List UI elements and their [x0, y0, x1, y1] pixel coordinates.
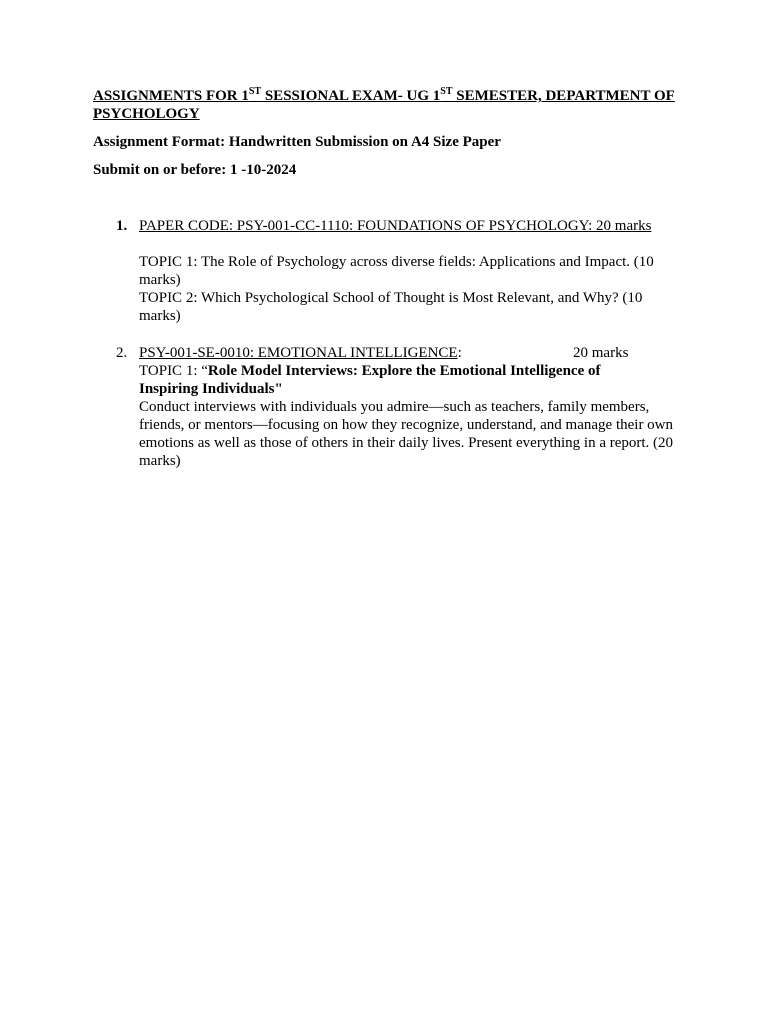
item-2-topic-1	[139, 362, 629, 398]
item-1-topic-2: TOPIC 2: Which Psychological School of Thought is Most Relevant, and Why? (10 marks)	[139, 290, 643, 324]
item-title-2: PSY-001-SE-0010: EMOTIONAL INTELLIGENCE	[139, 345, 458, 361]
item-title-1: PAPER CODE: PSY-001-CC-1110: FOUNDATIONS OF PSYCHOLOGY: 20 marks	[139, 218, 652, 234]
item-1-topic-1: TOPIC 1: The Role of Psychology across diverse fields: Applications and Impact. (10 marks)	[139, 254, 654, 288]
heading-superscript-b: ST	[440, 86, 453, 97]
item-title-2-colon: :	[457, 345, 462, 361]
item-2-topic-1-title: Role Model Interviews: Explore the Emotional Intelligence of Inspiring Individuals"	[139, 363, 601, 397]
submission-deadline-line: Submit on or before: 1 -10-2024	[93, 162, 297, 178]
heading-part-c: SEMESTER, DEPARTMENT OF PSYCHOLOGY	[93, 88, 675, 122]
heading-part-a: ASSIGNMENTS FOR 1	[93, 88, 249, 104]
item-number-2: 2.	[116, 345, 128, 361]
heading-part-b: SESSIONAL EXAM- UG 1	[261, 88, 441, 104]
heading-superscript-a: ST	[248, 86, 262, 97]
item-2-description: Conduct interviews with individuals you admire—such as teachers, family members, friends, or mentors—focusing on how they recognize, understand, and manage their own emotions as well as those of others in their daily lives. Present everything in a report. (20 marks)	[139, 399, 674, 469]
item-number-1: 1.	[116, 218, 128, 234]
item-2-topic-1-prefix: TOPIC 1: “	[139, 363, 208, 379]
document-heading	[93, 87, 678, 123]
item-2-marks: 20 marks	[573, 345, 629, 361]
assignment-format-line: Assignment Format: Handwritten Submission on A4 Size Paper	[93, 134, 501, 150]
item-2-title-line	[139, 344, 462, 362]
